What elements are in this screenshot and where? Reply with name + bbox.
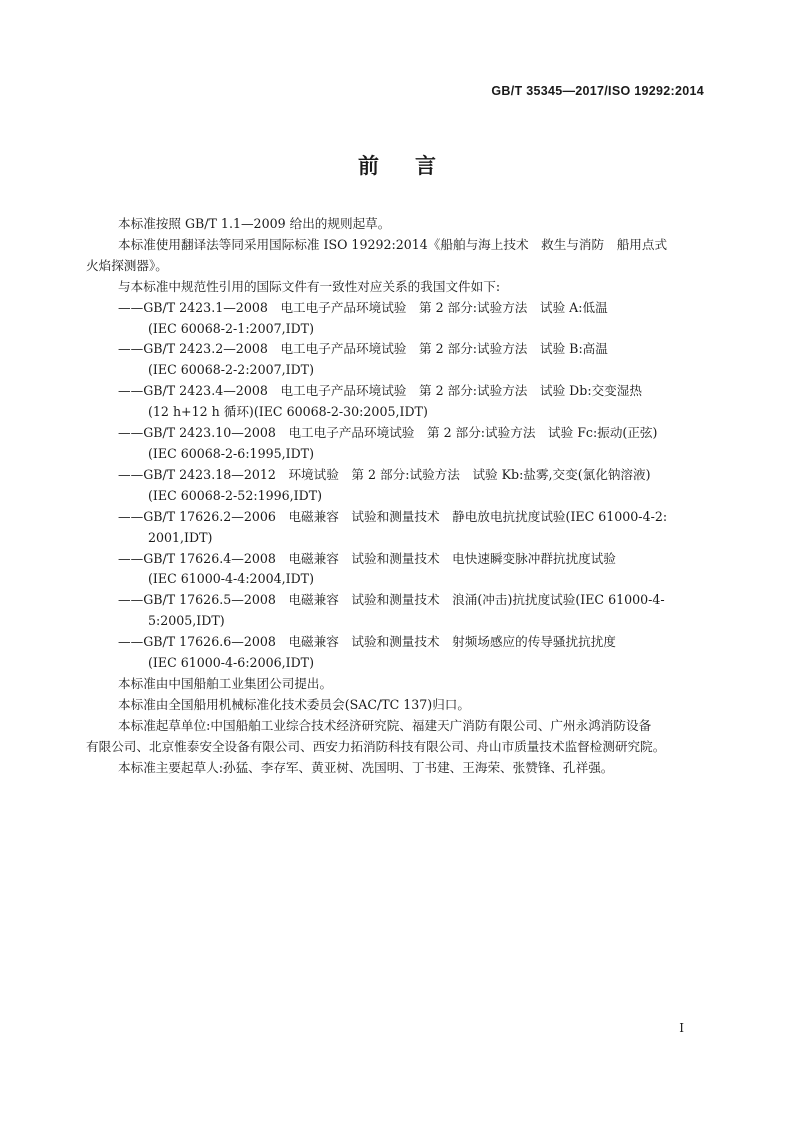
text-line: ——GB/T 17626.5—2008 电磁兼容 试验和测量技术 浪涌(冲击)抗扰度试验(IEC 61000-4- [118, 592, 665, 608]
text-line: 本标准主要起草人:孙猛、李存军、黄亚树、冼国明、丁书建、王海荣、张赞锋、孔祥强。 [118, 759, 614, 775]
page-title: 前言 [358, 154, 472, 178]
page-number: I [679, 1021, 684, 1035]
foreword-body [86, 214, 704, 778]
standard-code-header: GB/T 35345—2017/ISO 19292:2014 [491, 84, 704, 98]
text-line: 2001,IDT) [148, 529, 213, 545]
paragraph [118, 695, 704, 716]
paragraph [86, 235, 704, 277]
text-line: ——GB/T 2423.1—2008 电工电子产品环境试验 第 2 部分:试验方法 试验 A:低温 [118, 299, 608, 315]
paragraph [118, 277, 704, 298]
text-line: ——GB/T 2423.10—2008 电工电子产品环境试验 第 2 部分:试验方法 试验 Fc:振动(正弦) [118, 425, 658, 441]
paragraph [86, 716, 704, 758]
text-line: (IEC 61000-4-4:2004,IDT) [148, 571, 315, 587]
reference-item [118, 549, 704, 591]
reference-item [118, 465, 704, 507]
reference-item [118, 381, 704, 423]
text-line: 5:2005,IDT) [148, 613, 225, 629]
reference-item [118, 423, 704, 465]
paragraph [118, 214, 704, 235]
text-line: 与本标准中规范性引用的国际文件有一致性对应关系的我国文件如下: [118, 278, 501, 294]
reference-item [118, 632, 704, 674]
reference-item [118, 590, 704, 632]
text-line: 本标准起草单位:中国船舶工业综合技术经济研究院、福建天广消防有限公司、广州永鸿消防设备 [118, 717, 652, 733]
text-line: (IEC 61000-4-6:2006,IDT) [148, 655, 315, 671]
text-line: (IEC 60068-2-6:1995,IDT) [148, 445, 315, 461]
text-line: ——GB/T 2423.4—2008 电工电子产品环境试验 第 2 部分:试验方法 试验 Db:交变湿热 [118, 383, 642, 399]
text-line: (IEC 60068-2-1:2007,IDT) [148, 320, 315, 336]
text-line: ——GB/T 17626.4—2008 电磁兼容 试验和测量技术 电快速瞬变脉冲群抗扰度试验 [118, 550, 616, 566]
paragraph [118, 758, 704, 779]
text-line: 有限公司、北京惟泰安全设备有限公司、西安力拓消防科技有限公司、舟山市质量技术监督检测研究院。 [86, 738, 666, 754]
text-line: (IEC 60068-2-52:1996,IDT) [148, 487, 323, 503]
text-line: ——GB/T 17626.6—2008 电磁兼容 试验和测量技术 射频场感应的传导骚扰抗扰度 [118, 634, 616, 650]
text-line: ——GB/T 2423.2—2008 电工电子产品环境试验 第 2 部分:试验方法 试验 B:高温 [118, 341, 608, 357]
text-line: 本标准由中国船舶工业集团公司提出。 [118, 675, 333, 691]
reference-list [118, 298, 704, 674]
text-line: 本标准按照 GB/T 1.1—2009 给出的规则起草。 [118, 216, 391, 231]
closing-paragraphs [86, 674, 704, 779]
text-line: (IEC 60068-2-2:2007,IDT) [148, 362, 315, 378]
text-line: 本标准由全国船用机械标准化技术委员会(SAC/TC 137)归口。 [118, 696, 470, 712]
reference-item [118, 339, 704, 381]
text-line: 本标准使用翻译法等同采用国际标准 ISO 19292:2014《船舶与海上技术 救生与消防 船用点式 [118, 236, 668, 252]
text-line: ——GB/T 17626.2—2006 电磁兼容 试验和测量技术 静电放电抗扰度试验(IEC 61000-4-2: [118, 508, 668, 524]
text-line: 火焰探测器》。 [86, 257, 168, 273]
reference-item [118, 298, 704, 340]
text-line: (12 h+12 h 循环)(IEC 60068-2-30:2005,IDT) [148, 404, 428, 420]
intro-paragraphs [86, 214, 704, 298]
text-line: ——GB/T 2423.18—2012 环境试验 第 2 部分:试验方法 试验 Kb:盐雾,交变(氯化钠溶液) [118, 466, 651, 482]
paragraph [118, 674, 704, 695]
reference-item [118, 507, 704, 549]
